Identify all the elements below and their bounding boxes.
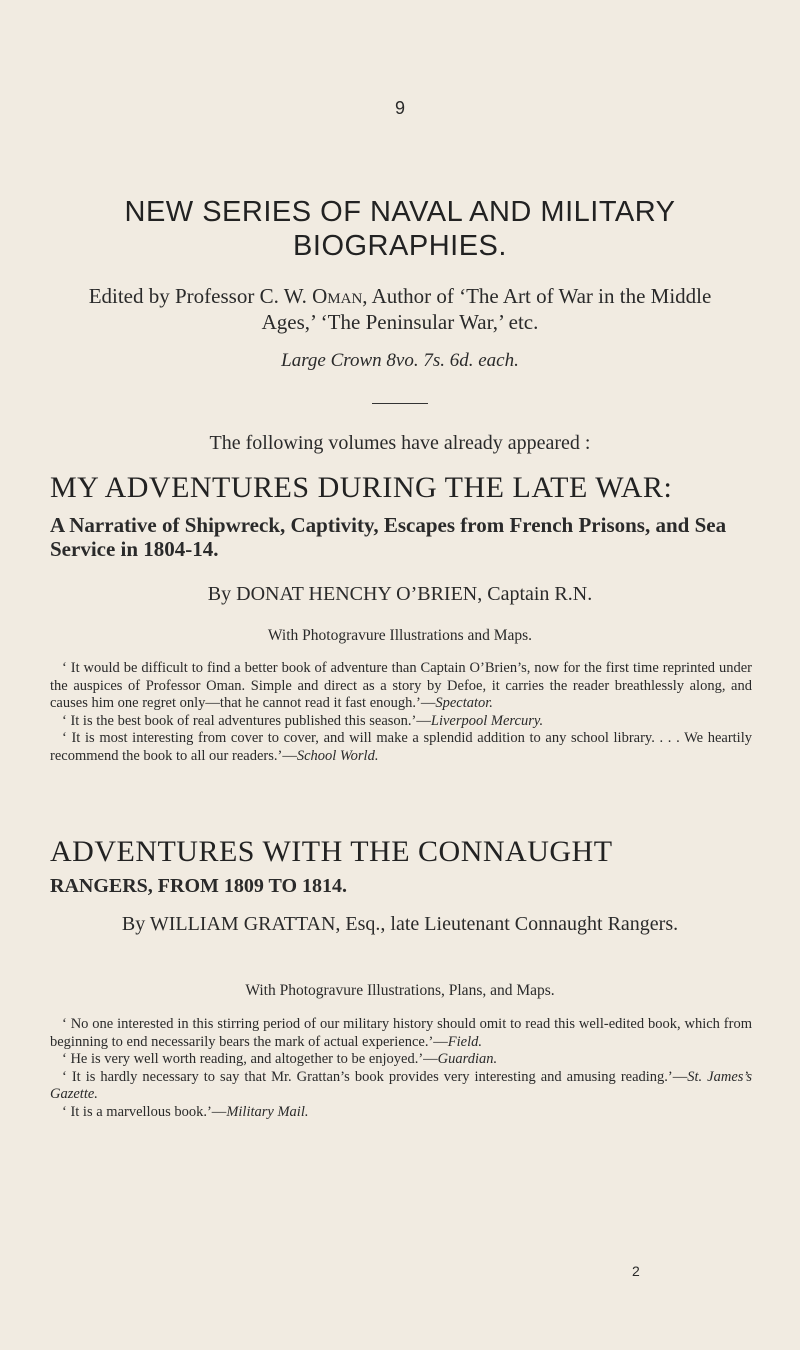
price-line: Large Crown 8vo. 7s. 6d. each.: [281, 350, 519, 371]
series-title: NEW SERIES OF NAVAL AND MILITARY BIOGRAPHIES.: [124, 196, 676, 262]
book-2-illustrations: With Photogravure Illustrations, Plans, and Maps.: [245, 982, 555, 999]
book-2-author: By WILLIAM GRATTAN, Esq., late Lieutenant Connaught Rangers.: [121, 913, 679, 935]
review-source: Guardian.: [437, 1051, 498, 1067]
book-2-reviews: [50, 1016, 752, 1121]
review-text: ‘ It is the best book of real adventures published this season.’—: [62, 712, 431, 729]
review-text: ‘ He is very well worth reading, and altogether to be enjoyed.’—: [62, 1051, 438, 1067]
review-text: ‘ It is most interesting from cover to cover, and will make a splendid addition to any school library. . . . We heartily recommend the book to all our readers.’—: [50, 730, 752, 764]
page-number: 9: [394, 98, 405, 118]
editor-line-2: , Author of ‘The Art of War in the Middle Ages,’ ‘The Peninsular War,’ etc.: [261, 284, 712, 334]
book-1-subtitle: A Narrative of Shipwreck, Captivity, Escapes from French Prisons, and Sea Service in 1804-14.: [50, 513, 727, 561]
book-1-illustrations: With Photogravure Illustrations and Maps.: [267, 627, 533, 644]
review: [50, 1104, 752, 1122]
review-text: ‘ It is hardly necessary to say that Mr. Grattan’s book provides very interesting and amusing reading.’—: [62, 1068, 688, 1085]
review: [50, 1069, 752, 1104]
editor-line-1: Edited by Professor C. W.: [88, 284, 307, 308]
editor-credit: [70, 283, 730, 335]
review-source: Liverpool Mercury.: [430, 712, 544, 729]
signature-mark: 2: [632, 1263, 640, 1279]
review-text: ‘ It would be difficult to find a better book of adventure than Captain O’Brien’s, now for the first time reprinted under the auspices of Professor Oman. Simple and direct as a story by Defoe, it carries the reader breathlessly along, and causes him one regret only—that he cannot read it fast enough.’—: [50, 660, 752, 711]
review: [50, 1051, 752, 1069]
editor-name: Oman: [312, 284, 363, 308]
review: [50, 730, 752, 765]
review-source: Military Mail.: [226, 1103, 309, 1120]
review: [50, 713, 752, 731]
review-text: ‘ No one interested in this stirring period of our military history should omit to read this well-edited book, which from beginning to end necessarily bears the mark of actual experience.’—: [50, 1016, 752, 1050]
review-source: St. James’s Gazette.: [50, 1068, 752, 1102]
review-text: ‘ It is a marvellous book.’—: [62, 1103, 227, 1120]
following-line: The following volumes have already appeared :: [209, 432, 591, 454]
book-1-reviews: [50, 660, 752, 765]
review: [50, 1016, 752, 1051]
review: [50, 660, 752, 713]
book-1-author: By DONAT HENCHY O’BRIEN, Captain R.N.: [207, 583, 593, 605]
book-2-subtitle: RANGERS, FROM 1809 TO 1814.: [50, 875, 348, 897]
review-source: Field.: [447, 1033, 483, 1050]
book-2-title: ADVENTURES WITH THE CONNAUGHT: [50, 835, 613, 868]
review-source: School World.: [296, 747, 379, 764]
review-source: Spectator.: [435, 695, 493, 711]
divider-rule: [372, 403, 428, 404]
book-1-title: MY ADVENTURES DURING THE LATE WAR:: [50, 471, 673, 504]
